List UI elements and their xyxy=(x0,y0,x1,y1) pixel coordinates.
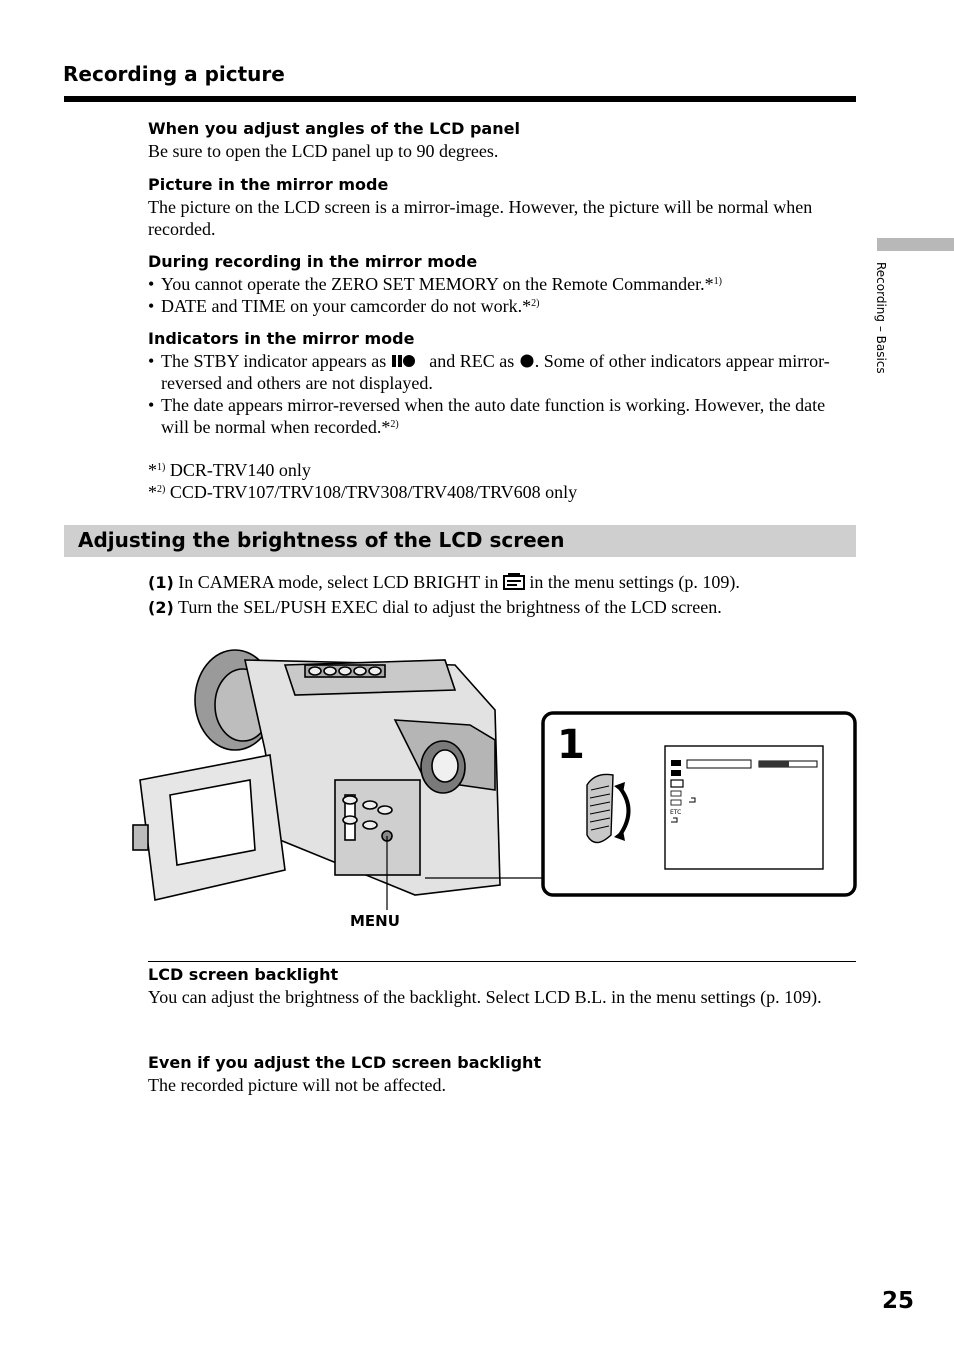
step-number: (1) xyxy=(148,573,174,592)
section-title: Recording a picture xyxy=(63,62,285,86)
note-body: The recorded picture will not be affected. xyxy=(148,1075,447,1095)
note-mirror-mode xyxy=(148,174,848,240)
camera-set-icon xyxy=(503,572,525,590)
note-lcd-backlight xyxy=(148,964,848,1008)
bullet-item: • The STBY indicator appears as and REC as . Some of other indicators appear mirror-reversed and others are not displayed. xyxy=(148,350,852,394)
note-backlight-effect xyxy=(148,1052,848,1096)
note-heading: Even if you adjust the LCD screen backlight xyxy=(148,1053,542,1072)
note-heading: Picture in the mirror mode xyxy=(148,175,389,194)
step-2: (2) Turn the SEL/PUSH EXEC dial to adjust the brightness of the LCD screen. xyxy=(148,597,722,617)
divider xyxy=(148,961,856,962)
step-number: (2) xyxy=(148,598,174,617)
rec-icon xyxy=(519,354,535,368)
footnote: *$^{1)}$ DCR-TRV140 only xyxy=(148,460,311,480)
note-body: You can adjust the brightness of the backlight. Select LCD B.L. in the menu settings (p. 109). xyxy=(148,987,822,1007)
note-recording-mirror xyxy=(148,251,848,317)
camcorder-figure xyxy=(125,640,865,940)
menu-button-label: MENU xyxy=(350,912,400,930)
camcorder-illustration xyxy=(133,650,500,900)
note-heading: During recording in the mirror mode xyxy=(148,252,478,271)
step-number-large: 1 xyxy=(557,722,585,768)
stby-mirror-icon xyxy=(391,354,425,368)
side-label: Recording – Basics xyxy=(874,262,888,374)
note-body: The picture on the LCD screen is a mirror-image. However, the picture will be normal when recorded. xyxy=(148,197,813,239)
page-number: 25 xyxy=(882,1288,915,1314)
note-lcd-angles xyxy=(148,118,848,162)
step-1: (1) In CAMERA mode, select LCD BRIGHT in in the menu settings (p. 109). xyxy=(148,572,740,592)
side-tab xyxy=(877,238,954,251)
footnote: *$^{2)}$ CCD-TRV107/TRV108/TRV308/TRV408/TRV608 only xyxy=(148,482,578,502)
note-body: Be sure to open the LCD panel up to 90 degrees. xyxy=(148,141,499,161)
note-indicators-mirror xyxy=(148,328,852,438)
section-band-title: Adjusting the brightness of the LCD screen xyxy=(78,528,565,552)
etc-label: ETC xyxy=(670,809,682,816)
bullet-item: • The date appears mirror-reversed when the auto date function is working. However, the date will be normal when recorded.*$^{2)}$ xyxy=(148,394,852,438)
note-heading: LCD screen backlight xyxy=(148,965,339,984)
note-heading: When you adjust angles of the LCD panel xyxy=(148,119,520,138)
section-band xyxy=(64,525,856,557)
title-rule xyxy=(64,96,856,102)
note-heading: Indicators in the mirror mode xyxy=(148,329,415,348)
menu-screen xyxy=(665,746,823,869)
bullet-item: • You cannot operate the ZERO SET MEMORY on the Remote Commander.*$^{1)}$ xyxy=(148,273,848,295)
bullet-item: • DATE and TIME on your camcorder do not work.*$^{2)}$ xyxy=(148,295,848,317)
footnotes xyxy=(148,459,848,503)
